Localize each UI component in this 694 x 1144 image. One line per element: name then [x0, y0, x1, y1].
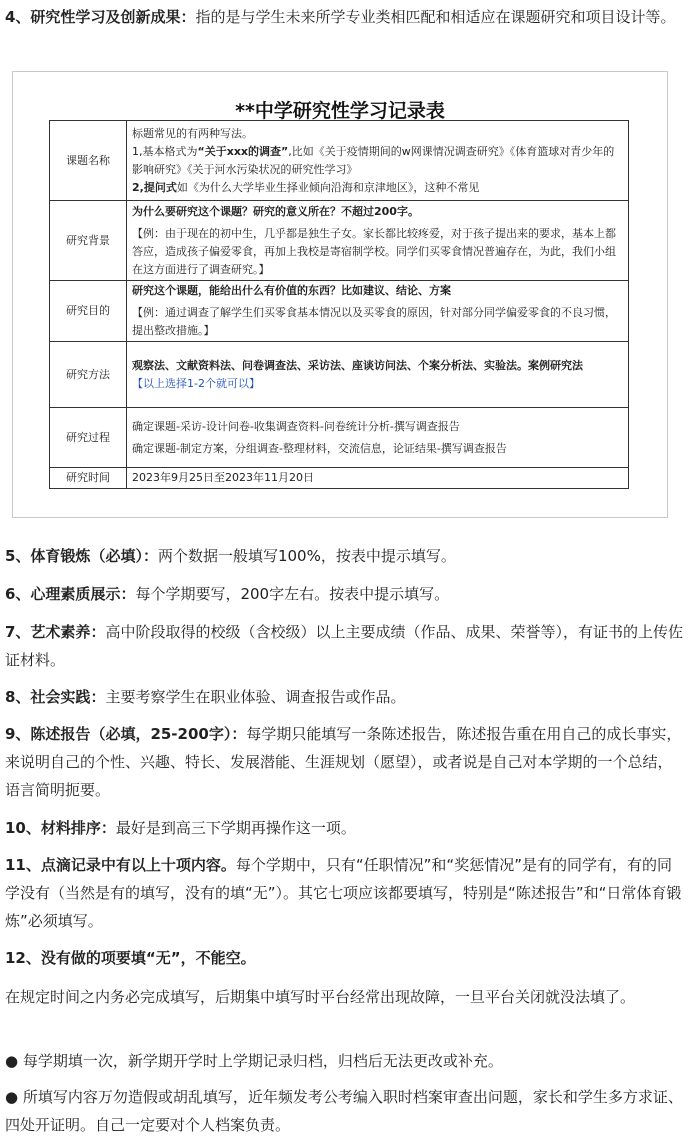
purpose-example: 【例：通过调查了解学生们买零食基本情况以及买零食的原因，针对部分同学偏爱零食的不良习惯，提出整改措施。】 [132, 306, 616, 337]
method-hint: 【以上选择1-2个就可以】 [132, 376, 260, 390]
background-question: 为什么要研究这个课题？研究的意义所在？不超过200字。 [132, 204, 419, 218]
section-8-heading: 8、社会实践： [5, 688, 106, 706]
topic-format-intro: 1,基本格式为 [132, 144, 198, 158]
section-6-paragraph [5, 580, 685, 608]
section-12-heading: 12、没有做的项要填“无”，不能空。 [5, 949, 256, 967]
section-9-text: 每学期只能填写一条陈述报告，陈述报告重在用自己的成长事实，来说明自己的个性、兴趣、特长、发展潜能、生涯规划（愿望），或者说是自己对本学期的一个总结，语言简明扼要。 [5, 725, 682, 799]
row-label-purpose: 研究目的 [50, 281, 127, 342]
row-label-topic: 课题名称 [50, 121, 127, 201]
section-8-text: 主要考察学生在职业体验、调查报告或作品。 [105, 688, 406, 706]
section-4-research-paragraph [5, 3, 685, 31]
section-7-paragraph [5, 618, 685, 674]
row-content-topic [127, 121, 629, 201]
section-5-heading: 5、体育锻炼（必填）： [5, 547, 158, 565]
section-10-text: 最好是到高三下学期再操作这一项。 [115, 819, 356, 837]
row-label-method: 研究方法 [50, 342, 127, 408]
topic-format-examples: ,比如《关于疫情期间的w网课情况调查研究》《体育篮球对青少年的影响研究》《关于河水污染状况的研究性学习》 [132, 144, 615, 176]
section-4-text: 指的是与学生未来所学专业类相匹配和相适应在课题研究和项目设计等。 [195, 8, 676, 26]
row-label-background: 研究背景 [50, 201, 127, 281]
row-label-time: 研究时间 [50, 468, 127, 489]
section-8-paragraph [5, 683, 685, 711]
topic-question-form-example: 如《为什么大学毕业生择业倾向沿海和京津地区》，这种不常见 [176, 180, 480, 194]
section-6-text: 每个学期要写，200字左右。按表中提示填写。 [135, 585, 450, 603]
row-content-purpose [127, 281, 629, 342]
bullet-item-2: ● 所填写内容万勿造假或胡乱填写，近年频发考公考编入职时档案审查出问题，家长和学生多方求证、四处开证明。自己一定要对个人档案负责。 [5, 1088, 683, 1134]
section-12-paragraph [5, 944, 685, 972]
background-example: 【例：由于现在的初中生，几乎都是独生子女。家长都比较疼爱，对于孩子提出来的要求，基本上都答应，造成孩子偏爱零食，再加上我校是寄宿制学校。同学们买零食情况普遍存在，为此，我们小组在这方面进行了调查研究。】 [132, 226, 616, 276]
section-10-heading: 10、材料排序： [5, 819, 116, 837]
deadline-paragraph [5, 983, 685, 1011]
section-4-heading: 4、研究性学习及创新成果： [5, 8, 196, 26]
process-line-2: 确定课题-制定方案，分组调查-整理材料，交流信息，论证结果-撰写调查报告 [132, 441, 507, 455]
topic-line-2 [132, 143, 623, 179]
table-row-topic [50, 121, 629, 201]
table-row-purpose [50, 281, 629, 342]
method-list: 观察法、文献资料法、问卷调查法、采访法、座谈访问法、个案分析法、实验法。案例研究法 [132, 358, 583, 372]
table-row-process [50, 408, 629, 468]
research-record-table [49, 120, 629, 489]
section-11-paragraph [5, 851, 685, 935]
research-record-table-figure [12, 71, 668, 518]
section-7-text: 高中阶段取得的校级（含校级）以上主要成绩（作品、成果、荣誉等），有证书的上传佐证材料。 [5, 623, 683, 669]
record-table-title: **中学研究性学习记录表 [235, 100, 445, 122]
table-row-method [50, 342, 629, 408]
section-10-paragraph [5, 814, 685, 842]
section-6-heading: 6、心理素质展示： [5, 585, 136, 603]
row-content-method [127, 342, 629, 408]
topic-question-form-bold: 2,提问式 [132, 180, 177, 194]
process-line-1: 确定课题-采访-设计问卷-收集调查资料-问卷统计分析-撰写调查报告 [132, 419, 460, 433]
topic-line-3 [132, 179, 623, 197]
section-5-text: 两个数据一般填写100%，按表中提示填写。 [157, 547, 456, 565]
topic-format-bold: “关于xxx的调查” [197, 144, 289, 158]
row-content-time: 2023年9月25日至2023年11月20日 [127, 468, 629, 489]
table-row-background [50, 201, 629, 281]
section-9-paragraph [5, 720, 685, 804]
row-content-process [127, 408, 629, 468]
topic-line-1: 标题常见的有两种写法。 [132, 126, 253, 140]
row-label-process: 研究过程 [50, 408, 127, 468]
table-row-time [50, 468, 629, 489]
section-5-paragraph [5, 542, 685, 570]
section-11-text: 每个学期中，只有“任职情况”和“奖惩情况”是有的同学有，有的同学没有（当然是有的填写，没有的填“无”）。其它七项应该都要填写，特别是“陈述报告”和“日常体育锻炼”必须填写。 [5, 856, 682, 930]
row-content-background [127, 201, 629, 281]
bullet-item-1: ● 每学期填一次，新学期开学时上学期记录归档，归档后无法更改或补充。 [5, 1052, 503, 1070]
section-9-heading: 9、陈述报告（必填，25-200字）： [5, 725, 247, 743]
section-7-heading: 7、艺术素养： [5, 623, 106, 641]
deadline-text: 在规定时间之内务必完成填写，后期集中填写时平台经常出现故障，一旦平台关闭就没法填了。 [5, 988, 636, 1006]
section-11-heading: 11、点滴记录中有以上十项内容。 [5, 856, 236, 874]
purpose-question: 研究这个课题，能给出什么有价值的东西？比如建议、结论、方案 [132, 284, 451, 297]
